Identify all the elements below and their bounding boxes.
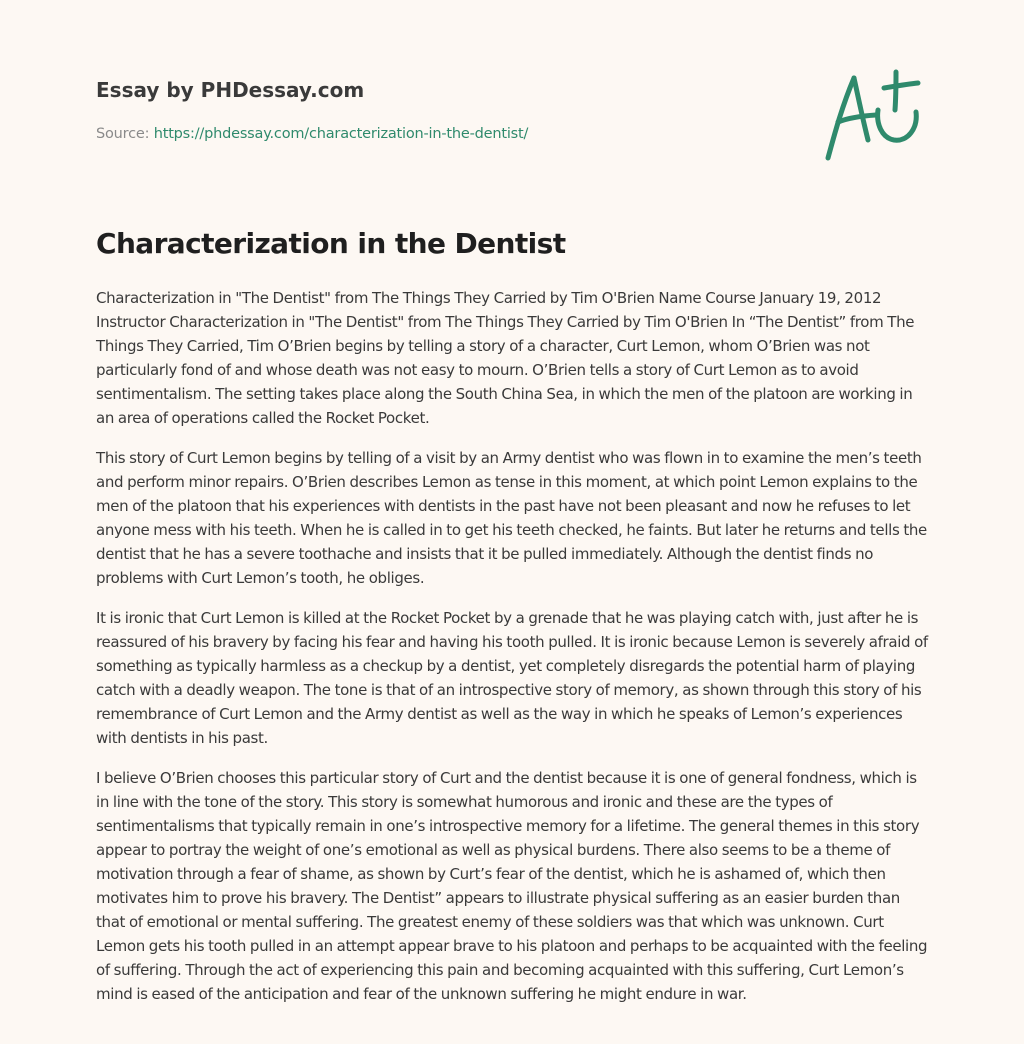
document-title: Characterization in the Dentist bbox=[96, 227, 566, 260]
source-label: Source: bbox=[96, 126, 150, 142]
essay-paragraph: It is ironic that Curt Lemon is killed at the Rocket Pocket by a grenade that he was playing catch with, just after he is reassured of his bravery by facing his fear and having his tooth pulled. It is ironic because Lemon is severely afraid of something as typically harmless as a checkup by a dentist, yet completely disregards the potential harm of playing catch with a deadly weapon. The tone is that of an introspective story of memory, as shown through this story of his remembrance of Curt Lemon and the Army dentist as well as the way in which he speaks of Lemon’s experiences with dentists in his past. bbox=[96, 609, 928, 747]
essay-body bbox=[96, 286, 932, 1022]
page-header bbox=[96, 76, 796, 144]
site-title: Essay by PHDessay.com bbox=[96, 78, 365, 102]
a-plus-logo-icon bbox=[820, 66, 930, 166]
source-link[interactable]: https://phdessay.com/characterization-in-the-dentist/ bbox=[153, 126, 529, 142]
essay-paragraph: This story of Curt Lemon begins by telling of a visit by an Army dentist who was flown in to examine the men’s teeth and perform minor repairs. O’Brien describes Lemon as tense in this moment, at which point Lemon explains to the men of the platoon that his experiences with dentists in the past have not been pleasant and now he refuses to let anyone mess with his teeth. When he is called in to get his teeth checked, he faints. But later he returns and tells the dentist that he has a severe toothache and insists that it be pulled immediately. Although the dentist finds no problems with Curt Lemon’s tooth, he obliges. bbox=[96, 449, 927, 587]
essay-paragraph: Characterization in "The Dentist" from The Things They Carried by Tim O'Brien Name Course January 19, 2012 Instructor Characterization in "The Dentist" from The Things They Carried by Tim O'Brien In “The Dentist” from The Things They Carried, Tim O’Brien begins by telling a story of a character, Curt Lemon, whom O’Brien was not particularly fond of and whose death was not easy to mourn. O’Brien tells a story of Curt Lemon as to avoid sentimentalism. The setting takes place along the South China Sea, in which the men of the platoon are working in an area of operations called the Rocket Pocket. bbox=[96, 289, 915, 427]
source-line bbox=[96, 124, 796, 144]
essay-paragraph: I believe O’Brien chooses this particular story of Curt and the dentist because it is one of general fondness, which is in line with the tone of the story. This story is somewhat humorous and ironic and these are the types of sentimentalisms that typically remain in one’s introspective memory for a lifetime. The general themes in this story appear to portray the weight of one’s emotional as well as physical burdens. There also seems to be a theme of motivation through a fear of shame, as shown by Curt’s fear of the dentist, which he is ashamed of, which then motivates him to prove his bravery. The Dentist” appears to illustrate physical suffering as an easier burden than that of emotional or mental suffering. The greatest enemy of these soldiers was that which was unknown. Curt Lemon gets his tooth pulled in an attempt appear brave to his platoon and perhaps to be acquainted with the feeling of suffering. Through the act of experiencing this pain and becoming acquainted with this suffering, Curt Lemon’s mind is eased of the anticipation and fear of the unknown suffering he might endure in war. bbox=[96, 769, 928, 1003]
